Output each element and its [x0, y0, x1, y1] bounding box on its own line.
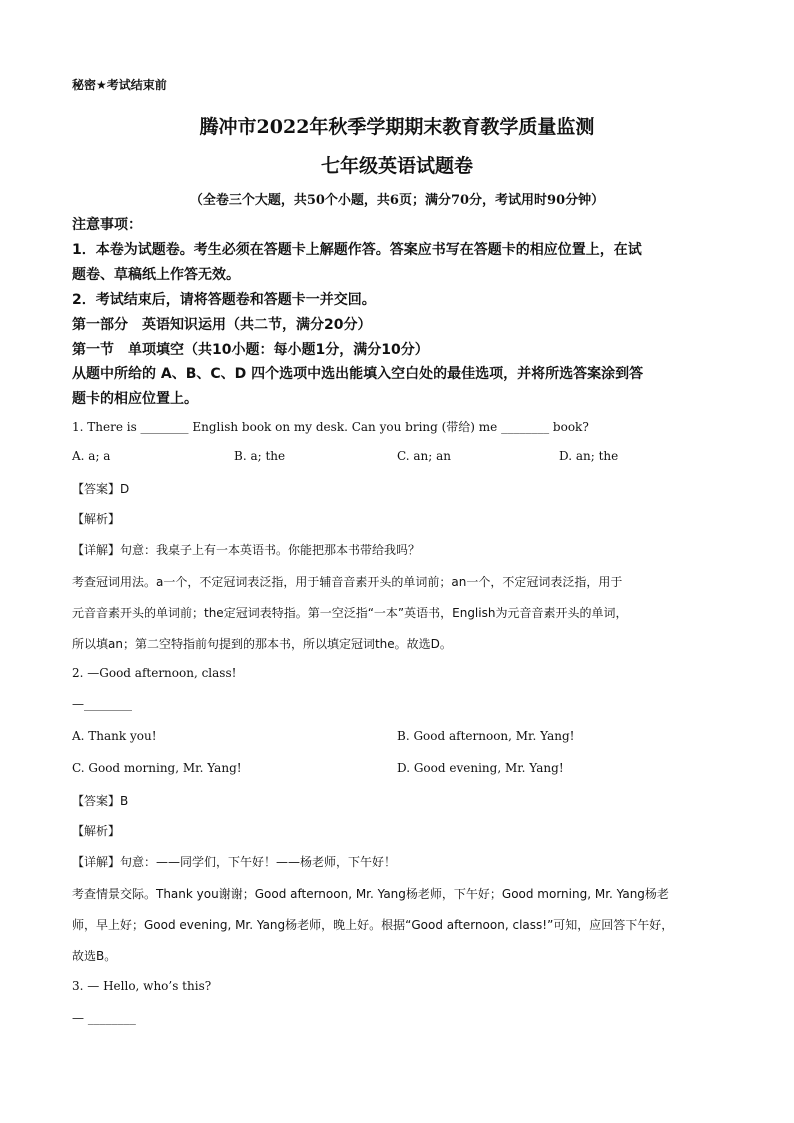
question-1-answer: 【答案】D — [72, 482, 130, 496]
question-1-stem: 1. There is ________ English book on my desk. Can you bring (带给) me ________ book? — [72, 420, 589, 434]
question-2-option-c: C. Good morning, Mr. Yang! — [72, 761, 242, 775]
question-3-stem: 3. — Hello, who’s this? — [72, 979, 212, 993]
notes-item-1-line-2: 题卷、草稿纸上作答无效。 — [72, 267, 240, 283]
question-2-option-d: D. Good evening, Mr. Yang! — [397, 761, 564, 775]
section-one-heading: 第一节 单项填空（共10小题：每小题1分，满分10分） — [72, 342, 429, 358]
question-3-reply-blank: — ________ — [72, 1011, 136, 1025]
question-1-option-d: D. an; the — [559, 449, 619, 463]
exam-title: 腾冲市2022年秋季学期期末教育教学质量监测 — [199, 116, 595, 138]
question-2-explain-line-1: 考查情景交际。Thank you谢谢；Good afternoon, Mr. Yang杨老师，下午好；Good morning, Mr. Yang杨老 — [72, 887, 669, 901]
part-one-heading: 第一部分 英语知识运用（共二节，满分20分） — [72, 317, 372, 333]
question-2-explain-line-2: 师，早上好；Good evening, Mr. Yang杨老师，晚上好。根据“Good afternoon, class!”可知，应回答下午好， — [72, 918, 674, 932]
question-1-option-b: B. a; the — [234, 449, 286, 463]
question-2-reply-blank: —________ — [72, 697, 132, 711]
notes-heading: 注意事项： — [72, 217, 142, 233]
question-1-explain-line-2: 元音音素开头的单词前；the定冠词表特指。第一空泛指“一本”英语书，English为元音音素开头的单词， — [72, 606, 628, 620]
confidential-mark: 秘密★考试结束前 — [72, 78, 167, 92]
question-2-option-a: A. Thank you! — [72, 729, 157, 743]
notes-item-1-line-1: 1．本卷为试题卷。考生必须在答题卡上解题作答。答案应书写在答题卡的相应位置上，在试 — [72, 242, 642, 258]
question-2-answer: 【答案】B — [72, 794, 129, 808]
question-1-analysis: 【解析】 — [72, 512, 121, 526]
instruction-line-1: 从题中所给的 A、B、C、D 四个选项中选出能填入空白处的最佳选项，并将所选答案涂到答 — [72, 366, 644, 382]
question-2-stem: 2. —Good afternoon, class! — [72, 666, 237, 680]
question-1-explain-line-3: 所以填an；第二空特指前句提到的那本书，所以填定冠词the。故选D。 — [72, 637, 452, 651]
question-2-explain-line-3: 故选B。 — [72, 949, 117, 963]
instruction-line-2: 题卡的相应位置上。 — [72, 391, 198, 407]
notes-item-2: 2．考试结束后，请将答题卷和答题卡一并交回。 — [72, 292, 376, 308]
exam-info: （全卷三个大题，共50个小题，共6页；满分70分，考试用时90分钟） — [189, 193, 605, 208]
question-1-explain-line-1: 考查冠词用法。a一个，不定冠词表泛指，用于辅音音素开头的单词前；an一个，不定冠词表泛指，用于 — [72, 575, 623, 589]
question-2-option-b: B. Good afternoon, Mr. Yang! — [397, 729, 575, 743]
question-2-detail: 【详解】句意：——同学们，下午好！——杨老师，下午好！ — [72, 855, 397, 869]
question-1-option-c: C. an; an — [397, 449, 452, 463]
question-1-detail: 【详解】句意：我桌子上有一本英语书。你能把那本书带给我吗？ — [72, 543, 421, 557]
exam-subtitle: 七年级英语试题卷 — [320, 155, 473, 177]
question-2-analysis: 【解析】 — [72, 824, 121, 838]
question-1-option-a: A. a; a — [72, 449, 111, 463]
